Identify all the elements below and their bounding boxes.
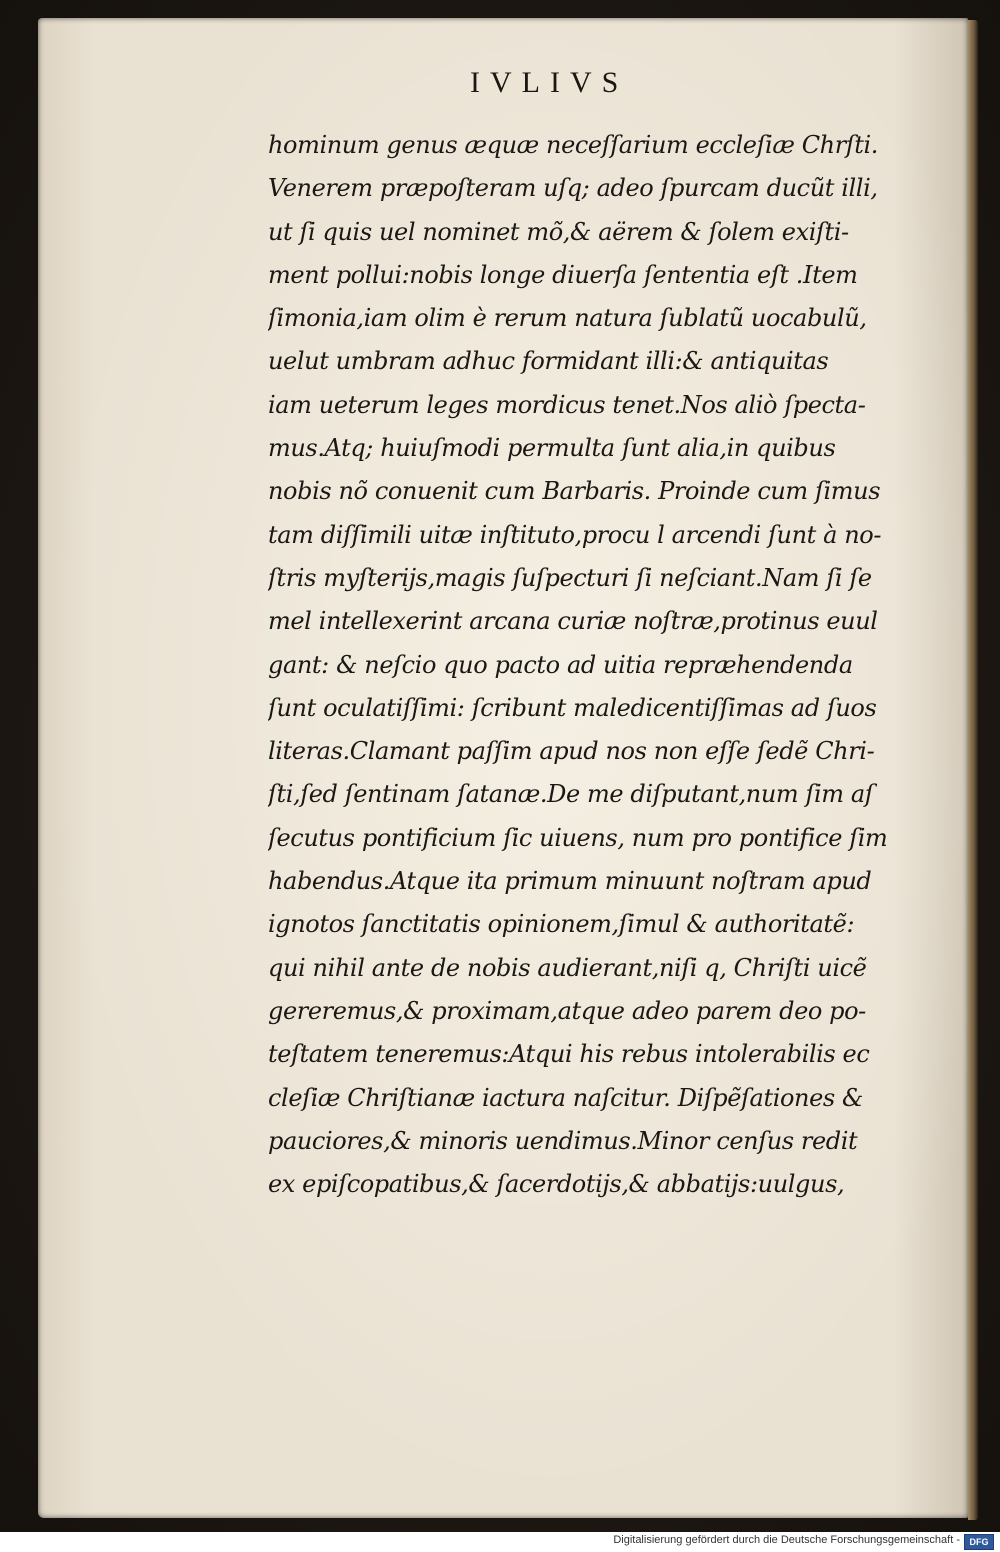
dfg-logo: DFG xyxy=(964,1534,994,1550)
page-edge xyxy=(968,20,978,1520)
text-line: cleſiæ Chriſtianæ iactura naſcitur. Diſpẽſationes & xyxy=(268,1083,863,1112)
text-line: mel intellexerint arcana curiæ noſtræ,protinus euul xyxy=(268,607,878,636)
text-line: tam diſſimili uitæ inſtituto,procu l arcendi ſunt à no- xyxy=(268,520,882,549)
text-line: Venerem præpoſteram uſq; adeo ſpurcam ducũt illi, xyxy=(268,174,878,203)
text-line: uelut umbram adhuc formidant illi:& antiquitas xyxy=(268,347,829,376)
running-head: IVLIVS xyxy=(470,66,629,99)
text-line: habendus.Atque ita primum minuunt noſtram apud xyxy=(268,867,872,896)
text-line: ut ſi quis uel nominet mõ,& aërem & ſolem exiſti- xyxy=(268,217,849,246)
text-line: ſti,ſed ſentinam ſatanæ.De me diſputant,num ſim aſ xyxy=(268,780,874,809)
footer-credit: Digitalisierung gefördert durch die Deutsche Forschungsgemeinschaft - xyxy=(613,1534,960,1546)
text-line: ſtris myſterijs,magis ſuſpecturi ſi neſciant.Nam ſi ſe xyxy=(268,563,872,592)
text-line: mus.Atq; huiuſmodi permulta ſunt alia,in quibus xyxy=(268,434,836,463)
text-line: nobis nõ conuenit cum Barbaris. Proinde cum ſimus xyxy=(268,477,881,506)
text-line: ſecutus pontificium ſic uiuens, num pro pontifice ſim xyxy=(268,823,888,852)
body-text xyxy=(268,124,928,1206)
text-line: ex epiſcopatibus,& ſacerdotijs,& abbatijs:uulgus, xyxy=(268,1170,845,1199)
text-line: gant: & neſcio quo pacto ad uitia repræhendenda xyxy=(268,650,853,679)
text-line: iam ueterum leges mordicus tenet.Nos aliò ſpecta- xyxy=(268,390,866,419)
text-line: gereremus,& proximam,atque adeo parem deo po- xyxy=(268,996,866,1025)
text-line: ignotos ſanctitatis opinionem,ſimul & authoritatẽ: xyxy=(268,910,855,939)
text-line: ſunt oculatiſſimi: ſcribunt maledicentiſſimas ad ſuos xyxy=(268,693,877,722)
text-line: hominum genus æquæ neceſſarium eccleſiæ Chrſti. xyxy=(268,131,879,159)
text-line: pauciores,& minoris uendimus.Minor cenſus redit xyxy=(268,1126,858,1155)
text-line: teſtatem teneremus:Atqui his rebus intolerabilis ec xyxy=(268,1040,870,1069)
text-line: ſimonia,iam olim è rerum natura ſublatũ uocabulũ, xyxy=(268,304,867,333)
text-line: literas.Clamant paſſim apud nos non eſſe ſedẽ Chri- xyxy=(268,737,875,766)
text-line: ment pollui:nobis longe diuerſa ſententia eſt .Item xyxy=(268,260,858,289)
text-line: qui nihil ante de nobis audierant,niſi q, Chriſti uicẽ xyxy=(268,953,867,982)
